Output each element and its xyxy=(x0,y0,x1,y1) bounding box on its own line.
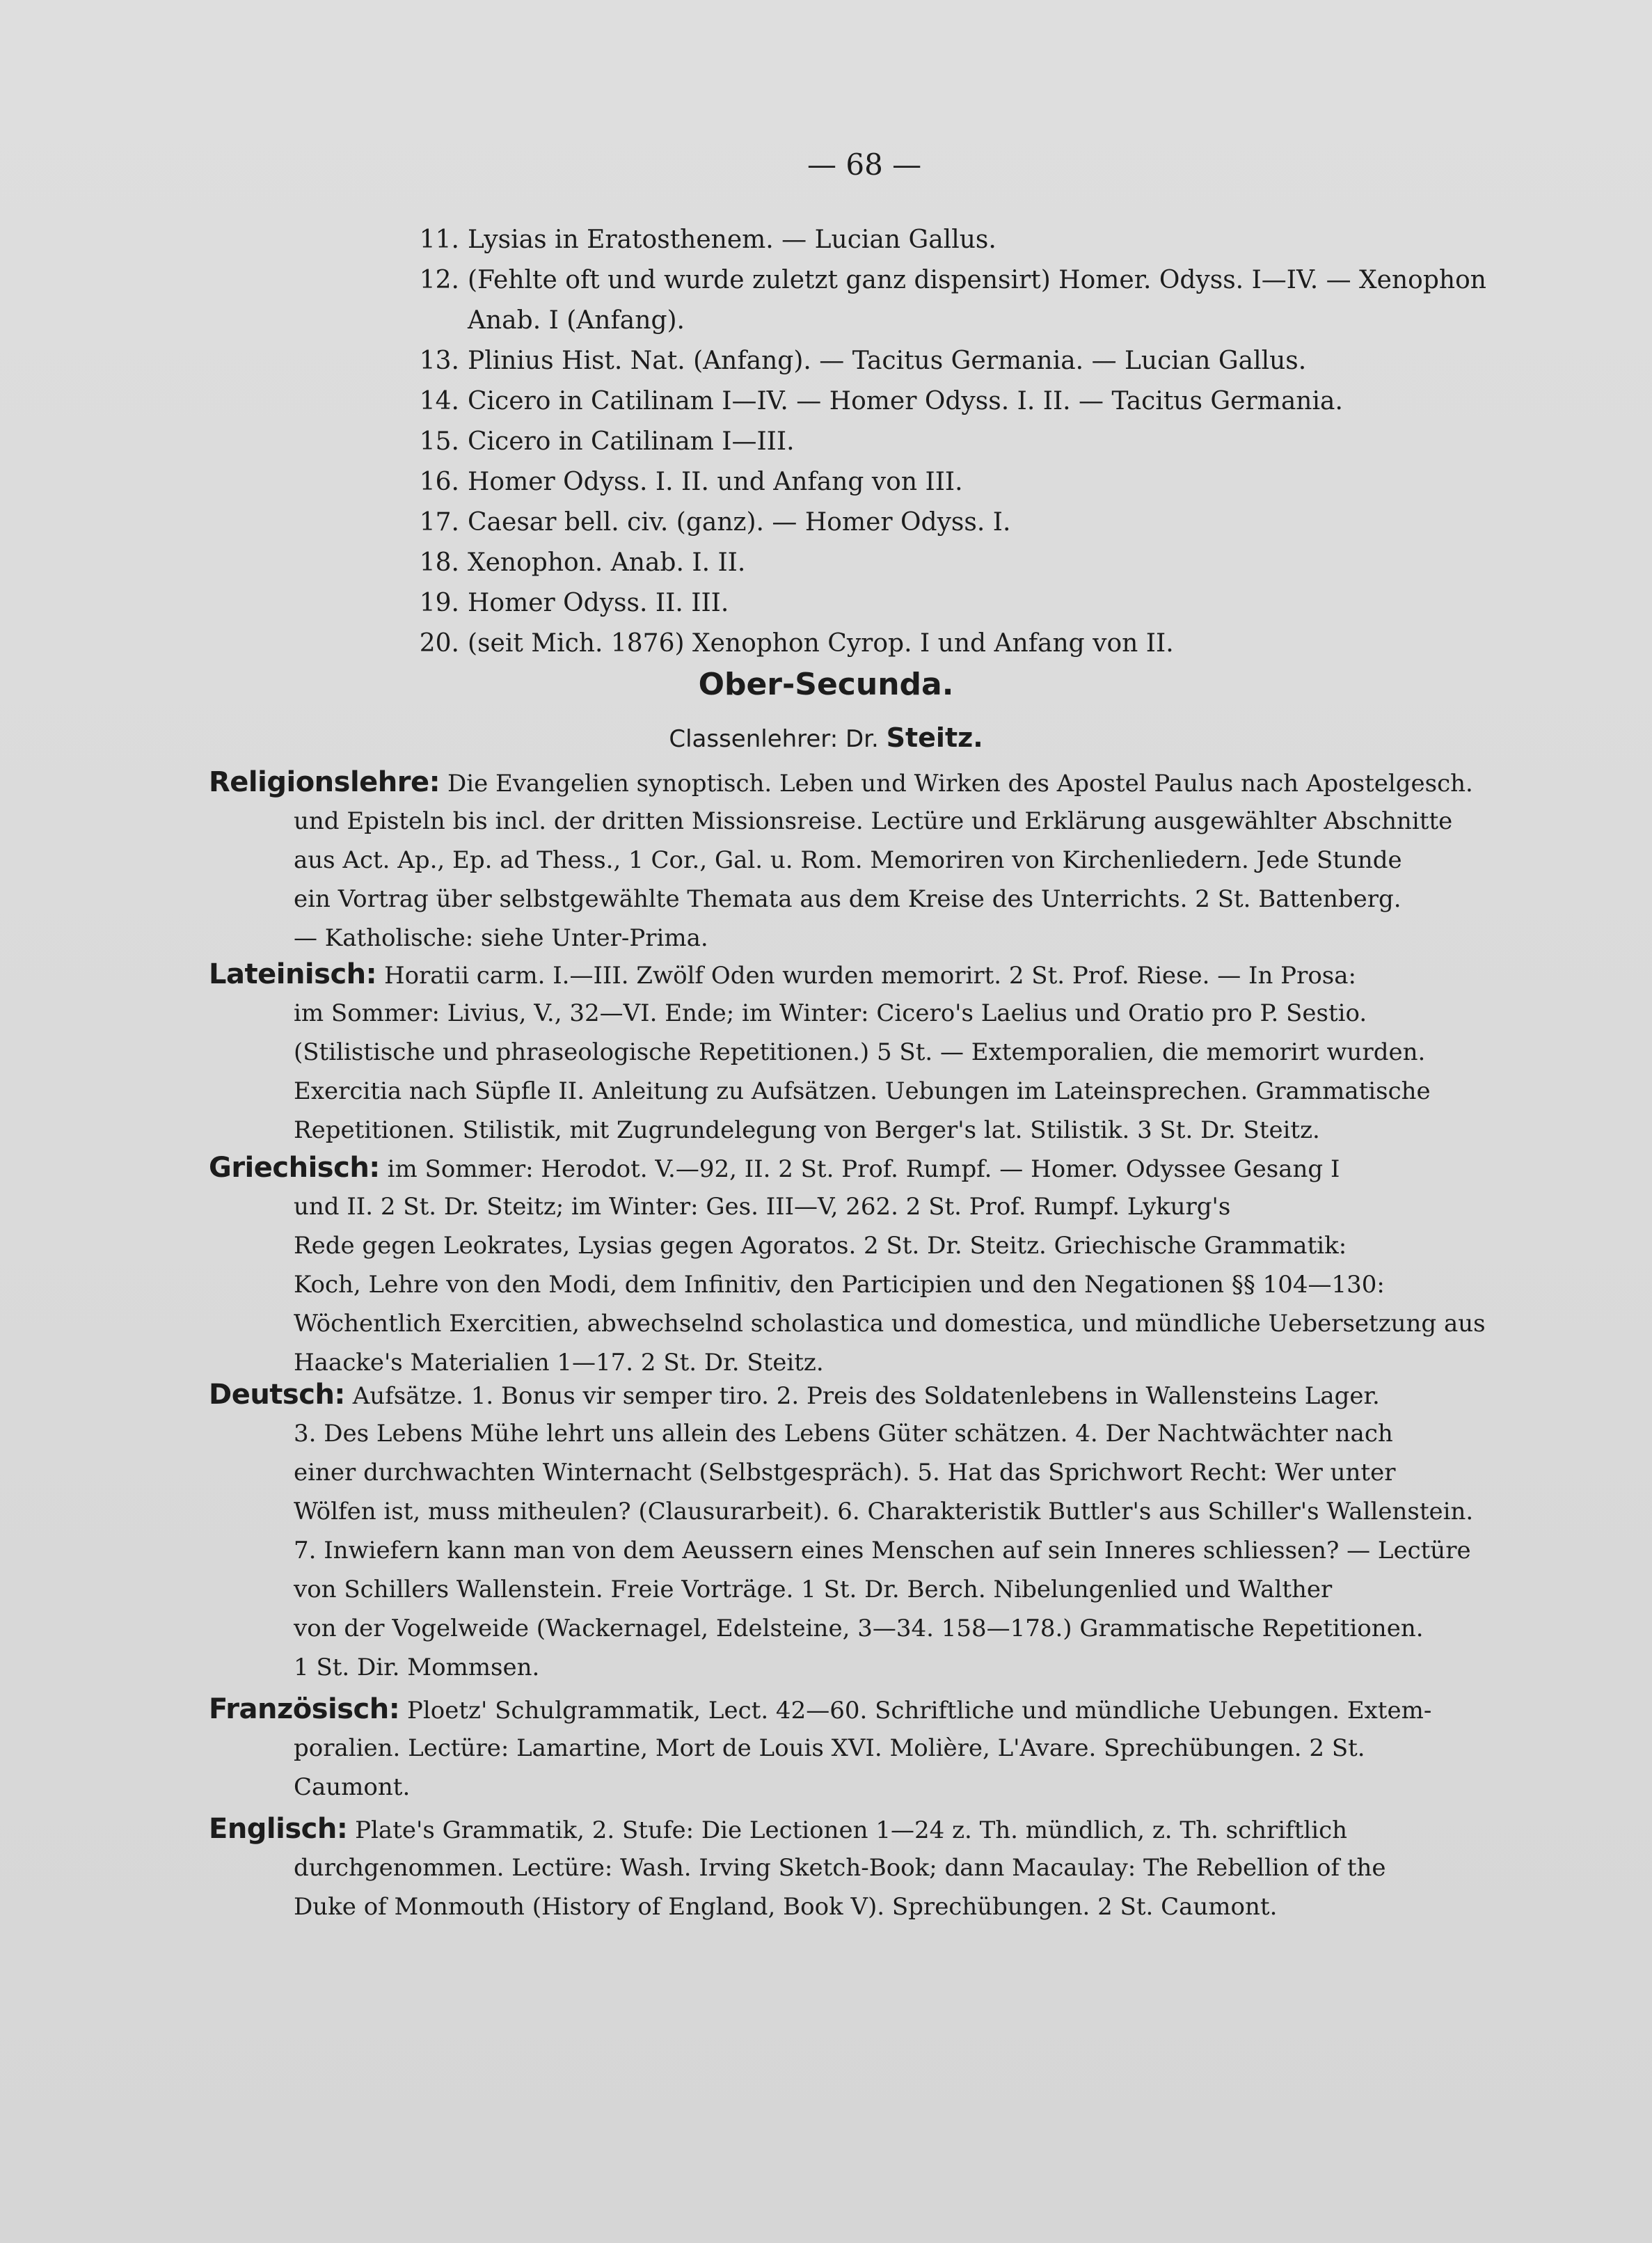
subject-heading: Französisch: xyxy=(209,1693,400,1725)
class-teacher-name: Steitz. xyxy=(886,722,983,753)
subject-text-line: poralien. Lectüre: Lamartine, Mort de Louis XVI. Molière, L'Avare. Sprechübungen. 2 St. xyxy=(294,1734,1365,1762)
list-item-text: Xenophon. Anab. I. II. xyxy=(468,548,746,577)
list-item-number: 12. xyxy=(419,266,459,294)
subject-first-line xyxy=(209,955,1545,994)
subject-section xyxy=(209,1148,1545,1382)
subject-text-line: Wöchentlich Exercitien, abwechselnd scholastica und domestica, und mündliche Uebersetzung aus xyxy=(294,1310,1486,1338)
numbered-list xyxy=(418,220,1559,664)
subject-text-line: einer durchwachten Winternacht (Selbstgespräch). 5. Hat das Sprichwort Recht: Wer unter xyxy=(294,1459,1396,1487)
subject-text-line: ein Vortrag über selbstgewählte Themata aus dem Kreise des Unterrichts. 2 St. Battenberg. xyxy=(294,885,1401,913)
subject-text-line: 3. Des Lebens Mühe lehrt uns allein des Lebens Güter schätzen. 4. Der Nachtwächter nach xyxy=(294,1420,1393,1448)
subject-heading: Religionslehre: xyxy=(209,766,440,798)
list-item-number: 15. xyxy=(419,427,459,456)
list-item-continuation: Anab. I (Anfang). xyxy=(468,306,685,335)
subject-text: im Sommer: Herodot. V.—92, II. 2 St. Prof. Rumpf. — Homer. Odyssee Gesang I xyxy=(387,1155,1340,1183)
subject-text-line: Caumont. xyxy=(294,1773,411,1801)
list-item-text: Homer Odyss. II. III. xyxy=(468,589,729,617)
subject-text-line: — Katholische: siehe Unter-Prima. xyxy=(294,924,708,952)
list-item-text: (Fehlte oft und wurde zuletzt ganz dispensirt) Homer. Odyss. I—IV. — Xenophon xyxy=(468,266,1486,294)
list-item-text: Caesar bell. civ. (ganz). — Homer Odyss. I. xyxy=(468,508,1011,537)
subject-text-line: Repetitionen. Stilistik, mit Zugrundelegung von Berger's lat. Stilistik. 3 St. Dr. Steitz. xyxy=(294,1116,1320,1144)
list-item xyxy=(418,220,1559,260)
subject-text-line: aus Act. Ap., Ep. ad Thess., 1 Cor., Gal. u. Rom. Memoriren von Kirchenliedern. Jede Stunde xyxy=(294,846,1402,874)
subject-text-line: Haacke's Materialien 1—17. 2 St. Dr. Steitz. xyxy=(294,1349,824,1377)
class-teacher-label: Classenlehrer: Dr. xyxy=(669,725,879,753)
subject-first-line xyxy=(209,763,1545,802)
subject-text-line: Rede gegen Leokrates, Lysias gegen Agoratos. 2 St. Dr. Steitz. Griechische Grammatik: xyxy=(294,1232,1347,1260)
list-item-text: (seit Mich. 1876) Xenophon Cyrop. I und Anfang von II. xyxy=(468,629,1174,658)
list-item-text: Plinius Hist. Nat. (Anfang). — Tacitus Germania. — Lucian Gallus. xyxy=(468,347,1307,375)
list-item xyxy=(418,381,1559,422)
subject-first-line xyxy=(209,1148,1545,1187)
section-heading: Ober-Secunda. xyxy=(698,667,954,702)
subject-heading: Griechisch: xyxy=(209,1152,380,1184)
list-item-text: Lysias in Eratosthenem. — Lucian Gallus. xyxy=(468,225,996,254)
subject-text: Die Evangelien synoptisch. Leben und Wirken des Apostel Paulus nach Apostelgesch. xyxy=(447,770,1473,798)
subject-section xyxy=(209,1375,1545,1687)
subject-text-line: und II. 2 St. Dr. Steitz; im Winter: Ges. III—V, 262. 2 St. Prof. Rumpf. Lykurg's xyxy=(294,1193,1231,1221)
page-number: — 68 — xyxy=(807,148,922,182)
list-item-number: 18. xyxy=(419,548,459,577)
list-item xyxy=(418,543,1559,583)
subject-text-line: Exercitia nach Süpfle II. Anleitung zu Aufsätzen. Uebungen im Lateinsprechen. Grammatische xyxy=(294,1077,1431,1105)
subject-text-line: im Sommer: Livius, V., 32—VI. Ende; im Winter: Cicero's Laelius und Oratio pro P. Sestio. xyxy=(294,999,1367,1027)
subject-text: Horatii carm. I.—III. Zwölf Oden wurden memorirt. 2 St. Prof. Riese. — In Prosa: xyxy=(383,962,1356,990)
subject-text-line: Duke of Monmouth (History of England, Book V). Sprechübungen. 2 St. Caumont. xyxy=(294,1893,1278,1921)
subject-text-line: Koch, Lehre von den Modi, dem Infinitiv, den Participien und den Negationen §§ 104—130: xyxy=(294,1271,1385,1299)
subject-heading: Englisch: xyxy=(209,1813,348,1845)
subject-first-line xyxy=(209,1809,1545,1848)
list-item-number: 13. xyxy=(419,347,459,375)
subject-section xyxy=(209,1690,1545,1807)
list-item xyxy=(418,502,1559,543)
subject-text: Plate's Grammatik, 2. Stufe: Die Lectionen 1—24 z. Th. mündlich, z. Th. schriftlich xyxy=(355,1816,1348,1844)
list-item-number: 16. xyxy=(419,468,459,496)
list-item-number: 11. xyxy=(419,225,459,254)
list-item xyxy=(418,422,1559,462)
subject-text: Aufsätze. 1. Bonus vir semper tiro. 2. Preis des Soldatenlebens in Wallensteins Lager. xyxy=(352,1382,1380,1410)
list-item-text: Homer Odyss. I. II. und Anfang von III. xyxy=(468,468,963,496)
list-item xyxy=(418,624,1559,664)
subject-text-line: und Episteln bis incl. der dritten Missionsreise. Lectüre und Erklärung ausgewählter Abschnitte xyxy=(294,807,1453,835)
subject-text-line: von der Vogelweide (Wackernagel, Edelsteine, 3—34. 158—178.) Grammatische Repetitionen. xyxy=(294,1615,1424,1642)
subject-first-line xyxy=(209,1690,1545,1729)
subject-text-line: 7. Inwiefern kann man von dem Aeussern eines Menschen auf sein Inneres schliessen? — Lectüre xyxy=(294,1537,1471,1564)
list-item-number: 20. xyxy=(419,629,459,658)
subject-text-line: durchgenommen. Lectüre: Wash. Irving Sketch-Book; dann Macaulay: The Rebellion of the xyxy=(294,1854,1386,1882)
list-item xyxy=(418,341,1559,381)
list-item xyxy=(418,462,1559,502)
list-item xyxy=(418,260,1559,301)
list-item-text: Cicero in Catilinam I—III. xyxy=(468,427,795,456)
list-item-text: Cicero in Catilinam I—IV. — Homer Odyss. I. II. — Tacitus Germania. xyxy=(468,387,1343,415)
list-item-number: 19. xyxy=(419,589,459,617)
list-item-number: 17. xyxy=(419,508,459,537)
subject-first-line xyxy=(209,1375,1545,1414)
subject-text-line: 1 St. Dir. Mommsen. xyxy=(294,1654,540,1681)
list-item xyxy=(418,583,1559,624)
subject-text-line: von Schillers Wallenstein. Freie Vorträge. 1 St. Dr. Berch. Nibelungenlied und Walther xyxy=(294,1576,1333,1603)
class-teacher-line xyxy=(0,722,1652,753)
subject-heading: Lateinisch: xyxy=(209,958,377,990)
subject-heading: Deutsch: xyxy=(209,1379,345,1411)
subject-section xyxy=(209,955,1545,1150)
subject-text-line: (Stilistische und phraseologische Repetitionen.) 5 St. — Extemporalien, die memorirt wurden. xyxy=(294,1038,1426,1066)
subject-section xyxy=(209,1809,1545,1926)
subject-section xyxy=(209,763,1545,958)
list-item-number: 14. xyxy=(419,387,459,415)
subject-text: Ploetz' Schulgrammatik, Lect. 42—60. Schriftliche und mündliche Uebungen. Extem- xyxy=(407,1697,1432,1725)
subject-text-line: Wölfen ist, muss mitheulen? (Clausurarbeit). 6. Charakteristik Buttler's aus Schiller's Wallenstein. xyxy=(294,1498,1474,1525)
